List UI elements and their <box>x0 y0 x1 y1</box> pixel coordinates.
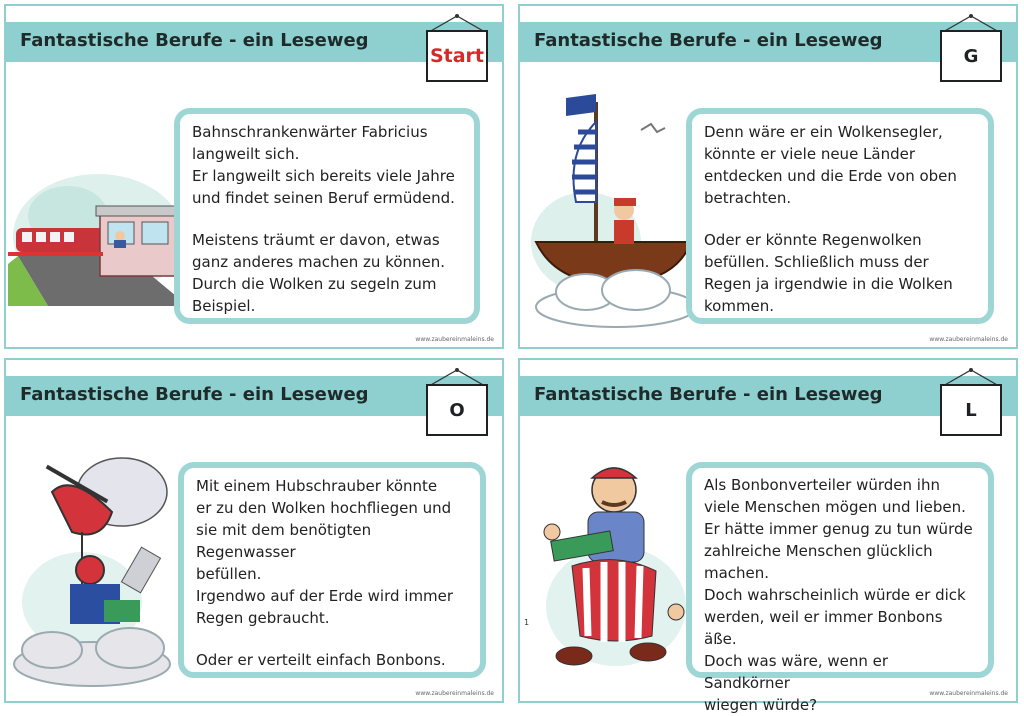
credit-text: www.zaubereinmaleins.de <box>929 690 1008 697</box>
card-title: Fantastische Berufe - ein Leseweg <box>534 384 883 405</box>
paragraph: Meistens träumt er davon, etwas ganz anderes machen zu können. Durch die Wolken zu segeln zum Beispiel. <box>192 231 446 315</box>
paragraph: Oder er verteilt einfach Bonbons. <box>196 651 446 669</box>
reading-card-start <box>4 4 504 349</box>
paragraph: Oder er könnte Regenwolken befüllen. Schließlich muss der Regen ja irgendwie in die Wolken kommen. <box>704 231 953 315</box>
hanging-string-icon <box>426 366 488 386</box>
hanging-string-icon <box>940 366 1002 386</box>
cloud-sailor-illustration <box>526 92 706 342</box>
station-sign: Start <box>426 30 488 82</box>
paragraph: Bahnschrankenwärter Fabricius langweilt sich. Er langweilt sich bereits viele Jahre und findet seinen Beruf ermüdend. <box>192 123 455 207</box>
card-title: Fantastische Berufe - ein Leseweg <box>20 30 369 51</box>
credit-text: www.zaubereinmaleins.de <box>415 690 494 697</box>
station-sign: G <box>940 30 1002 82</box>
text-frame <box>178 462 486 678</box>
station-sign: L <box>940 384 1002 436</box>
page-mark: 1 <box>524 618 530 627</box>
paragraph: Als Bonbonverteiler würden ihn viele Menschen mögen und lieben. Er hätte immer genug zu tun würde zahlreiche Menschen glücklich machen. Doch wahrscheinlich würde er dick werden, weil er immer Bonbons äße. Doch was wäre, wenn er Sandkörner wiegen würde? <box>704 476 973 714</box>
credit-text: www.zaubereinmaleins.de <box>415 336 494 343</box>
paragraph: Denn wäre er ein Wolkensegler, könnte er viele neue Länder entdecken und die Erde von oben betrachten. <box>704 123 957 207</box>
hanging-string-icon <box>426 12 488 32</box>
reading-card-l <box>518 358 1018 714</box>
card-title: Fantastische Berufe - ein Leseweg <box>20 384 369 405</box>
helicopter-illustration <box>12 452 192 692</box>
text-frame <box>174 108 480 324</box>
card-title: Fantastische Berufe - ein Leseweg <box>534 30 883 51</box>
credit-text: www.zaubereinmaleins.de <box>929 336 1008 343</box>
hanging-string-icon <box>940 12 1002 32</box>
reading-card-g <box>518 4 1018 349</box>
station-sign: O <box>426 384 488 436</box>
reading-card-o <box>4 358 504 703</box>
candy-seller-illustration <box>526 456 696 696</box>
text-frame <box>686 108 994 324</box>
paragraph: Mit einem Hubschrauber könnte er zu den Wolken hochfliegen und sie mit dem benötigten Regenwasser befüllen. Irgendwo auf der Erde wird immer Regen gebraucht. <box>196 477 454 627</box>
